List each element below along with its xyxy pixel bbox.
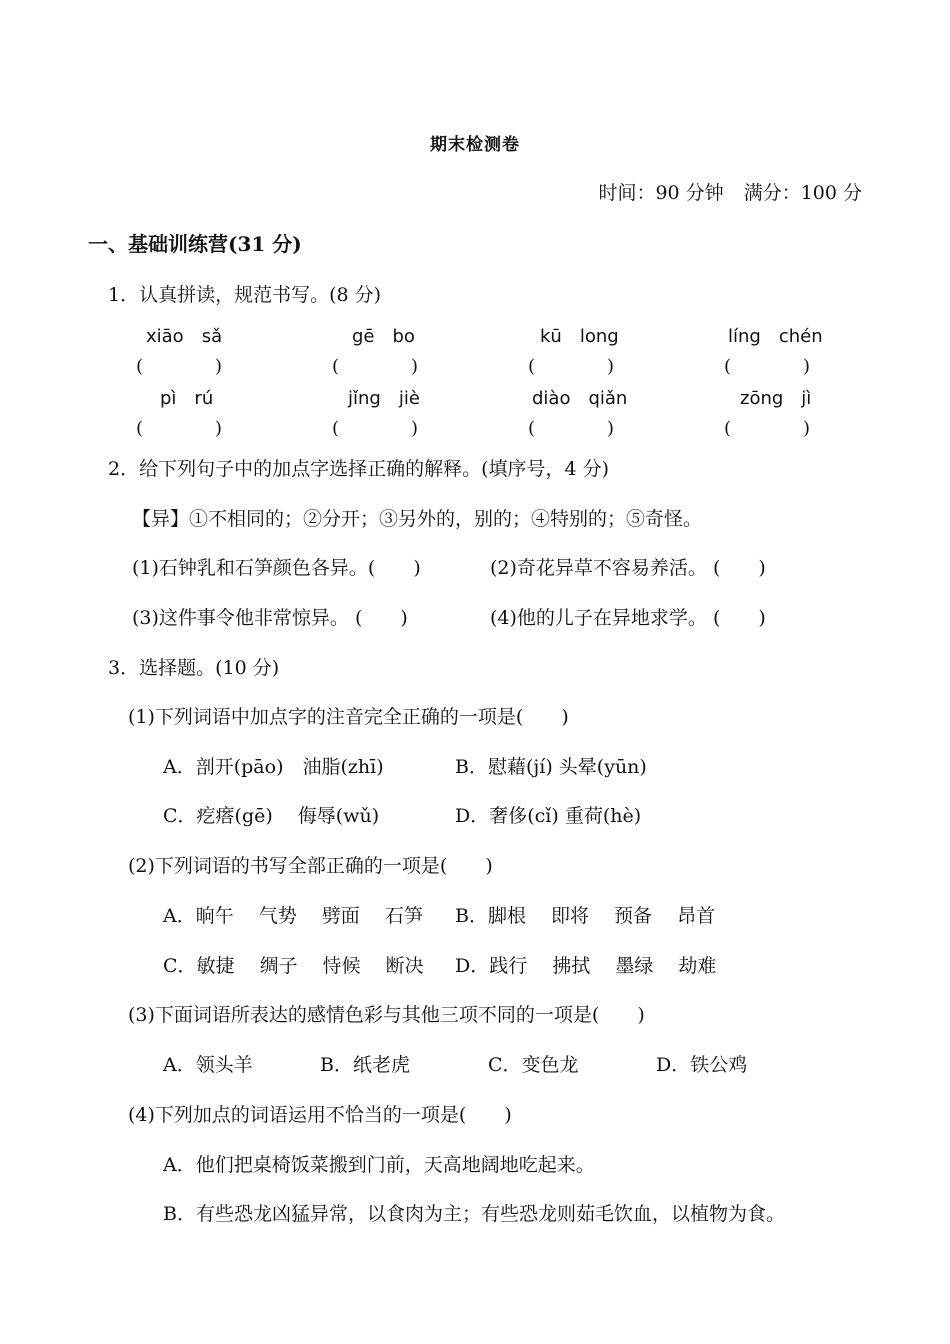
q1-answer-box-6[interactable]: ( ) <box>332 418 419 439</box>
q1-pinyin-5: pì rú <box>160 388 214 409</box>
q3-part4-option-a: A．他们把桌椅饭菜搬到门前，天高地阔地吃起来。 <box>163 1154 595 1176</box>
q1-pinyin-6: jǐng jiè <box>348 388 420 409</box>
page-title: 期末检测卷 <box>430 135 520 155</box>
q3-part1-option-a: A．剖开(pāo) 油脂(zhī) <box>163 756 384 778</box>
q3-part1-prompt: (1)下列词语中加点字的注音完全正确的一项是( ) <box>128 706 569 728</box>
q3-part2-prompt: (2)下列词语的书写全部正确的一项是( ) <box>128 855 493 877</box>
q1-pinyin-1: xiāo sǎ <box>146 326 223 347</box>
q1-answer-box-2[interactable]: ( ) <box>332 356 419 377</box>
q1-answer-box-5[interactable]: ( ) <box>136 418 223 439</box>
q1-pinyin-7: diào qiǎn <box>532 388 628 409</box>
q1-pinyin-8: zōng jì <box>740 388 812 409</box>
q3-part3-prompt: (3)下面词语所表达的感情色彩与其他三项不同的一项是( ) <box>128 1004 645 1026</box>
q3-part2-option-b: B．脚根 即将 预备 昂首 <box>455 905 716 927</box>
q1-prompt: 1．认真拼读，规范书写。(8 分) <box>108 284 382 306</box>
q3-part4-option-b: B．有些恐龙凶猛异常，以食肉为主；有些恐龙则茹毛饮血，以植物为食。 <box>163 1203 785 1225</box>
q3-prompt: 3．选择题。(10 分) <box>108 657 280 679</box>
q3-part2-option-d: D．践行 拂拭 墨绿 劫难 <box>455 955 717 977</box>
exam-time: 时间：90 分钟 <box>598 182 724 204</box>
q2-sentence-3: (3)这件事令他非常惊异。 ( ) <box>132 607 408 629</box>
q1-answer-box-1[interactable]: ( ) <box>136 356 223 377</box>
q3-part3-option-c: C．变色龙 <box>488 1054 579 1076</box>
q3-part1-option-b: B．慰藉(jí) 头晕(yūn) <box>455 756 647 778</box>
q1-answer-box-4[interactable]: ( ) <box>724 356 811 377</box>
q1-pinyin-4: líng chén <box>728 326 823 347</box>
q1-pinyin-2: gē bo <box>352 326 415 347</box>
q2-prompt: 2．给下列句子中的加点字选择正确的解释。(填序号，4 分) <box>108 458 610 480</box>
q3-part3-option-d: D．铁公鸡 <box>656 1054 748 1076</box>
section-1-heading: 一、基础训练营(31 分) <box>88 232 302 256</box>
q2-sentence-2: (2)奇花异草不容易养活。 ( ) <box>490 557 766 579</box>
q3-part1-option-c: C．疙瘩(gē) 侮辱(wǔ) <box>163 805 380 827</box>
q1-answer-box-3[interactable]: ( ) <box>528 356 615 377</box>
q3-part4-prompt: (4)下列加点的词语运用不恰当的一项是( ) <box>128 1104 512 1126</box>
q3-part1-option-d: D．奢侈(cǐ) 重荷(hè) <box>455 805 642 827</box>
q3-part3-option-b: B．纸老虎 <box>320 1054 410 1076</box>
exam-score: 满分：100 分 <box>743 182 862 204</box>
q2-sentence-4: (4)他的儿子在异地求学。 ( ) <box>490 607 766 629</box>
q3-part2-option-c: C．敏捷 绸子 恃候 断决 <box>163 955 424 977</box>
q2-definition: 【异】①不相同的；②分开；③另外的，别的；④特别的；⑤奇怪。 <box>132 508 703 530</box>
q1-answer-box-8[interactable]: ( ) <box>724 418 811 439</box>
q1-pinyin-3: kū long <box>540 326 619 347</box>
q3-part3-option-a: A．领头羊 <box>163 1054 253 1076</box>
exam-meta <box>598 178 862 205</box>
q3-part2-option-a: A．晌午 气势 劈面 石笋 <box>163 905 423 927</box>
q1-answer-box-7[interactable]: ( ) <box>528 418 615 439</box>
q2-sentence-1: (1)石钟乳和石笋颜色各异。( ) <box>132 557 421 579</box>
